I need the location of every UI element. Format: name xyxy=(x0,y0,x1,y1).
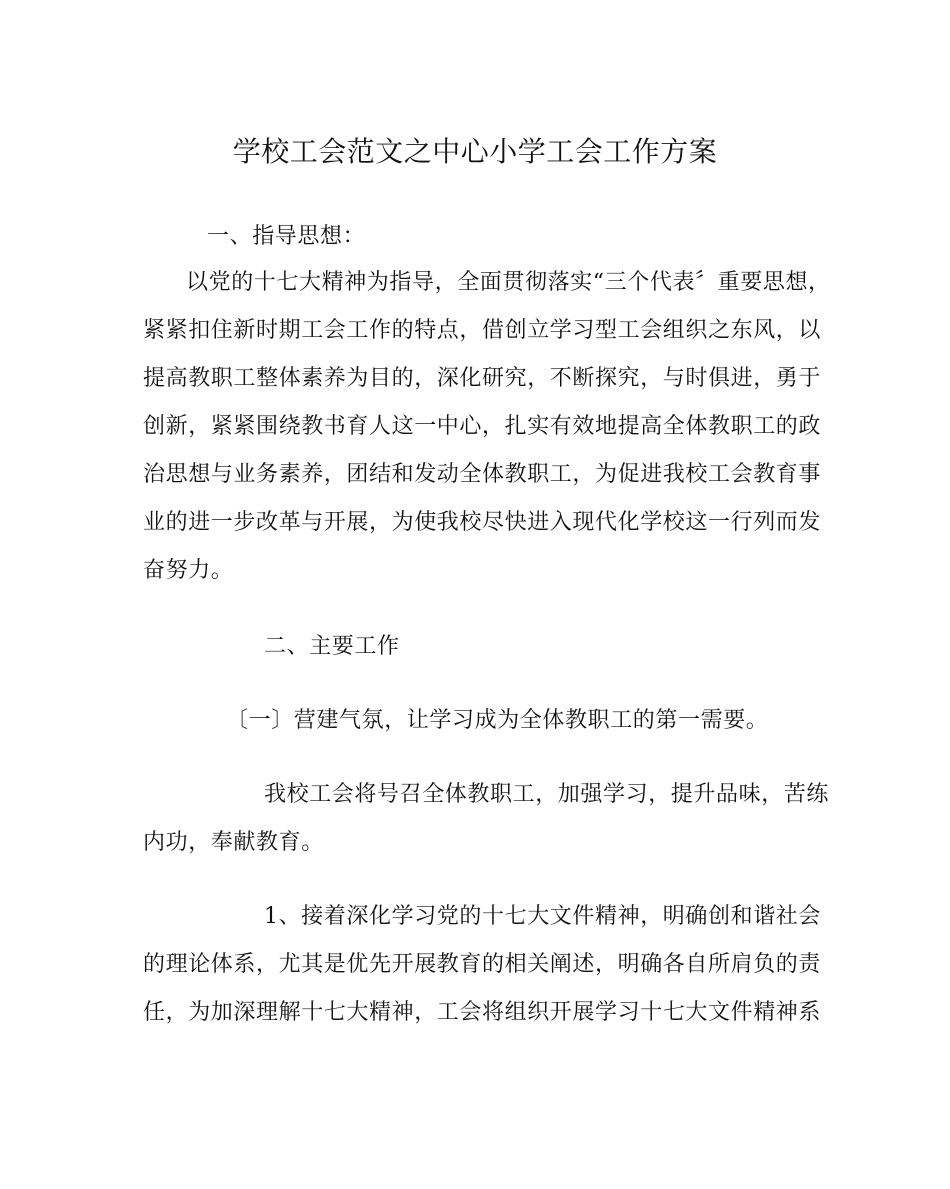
paragraph-line: 提高教职工整体素养为目的，深化研究，不断探究，与时俱进，勇于 xyxy=(143,366,822,391)
document-title: 学校工会范文之中心小学工会工作方案 xyxy=(232,135,718,168)
paragraph-line: 内功，奉献教育。 xyxy=(143,830,324,855)
paragraph-line: 治思想与业务素养，团结和发动全体教职工，为促进我校工会教育事 xyxy=(143,462,822,487)
paragraph-line: 我校工会将号召全体教职工，加强学习，提升品味，苦练 xyxy=(264,782,830,807)
paragraph-line: 的理论体系，尤其是优先开展教育的相关阐述，明确各自所肩负的责 xyxy=(143,952,822,977)
section-heading-guiding-thought: 一、指导思想： xyxy=(207,224,366,249)
paragraph-line: 奋努力。 xyxy=(143,558,234,583)
paragraph-line: 紧紧扣住新时期工会工作的特点，借创立学习型工会组织之东风，以 xyxy=(143,318,822,343)
paragraph-line: 以党的十七大精神为指导，全面贯彻落实“三个代表〞重要思想， xyxy=(186,270,831,295)
paragraph-line: 业的进一步改革与开展，为使我校尽快进入现代化学校这一行列而发 xyxy=(143,510,822,535)
subsection-heading: 〔一〕营建气氛，让学习成为全体教职工的第一需要。 xyxy=(226,708,769,733)
paragraph-line: 任，为加深理解十七大精神，工会将组织开展学习十七大文件精神系 xyxy=(143,1000,822,1025)
paragraph-line: 创新，紧紧围绕教书育人这一中心，扎实有效地提高全体教职工的政 xyxy=(143,414,822,439)
section-heading-main-work: 二、主要工作 xyxy=(264,634,400,659)
list-item-line: 1、接着深化学习党的十七大文件精神，明确创和谐社会 xyxy=(264,904,821,929)
